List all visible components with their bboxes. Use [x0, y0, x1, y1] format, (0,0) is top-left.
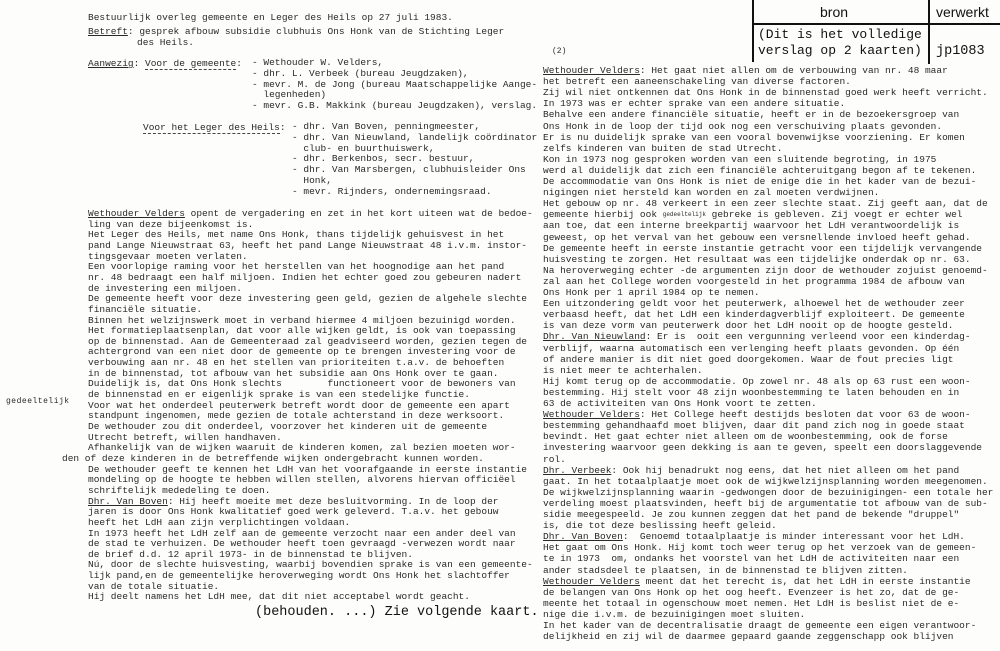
line-text: verblijf, waarna automatisch een verlenging heeft plaats gevonden. Op één — [543, 342, 960, 354]
line-text: standpunt ingenomen, mede gezien de totale achterstand in deze werksoort. — [88, 410, 505, 422]
line-text: jaren is door Ons Honk kwalitatief goed werk geleverd. T.a.v. het gebouw — [88, 506, 499, 518]
line-text: van de totale situatie. — [88, 580, 220, 592]
line-text: Het Leger des Heils, met name Ons Honk, thans tijdelijk gehuisvest in het — [88, 229, 505, 241]
text-line — [543, 187, 879, 198]
text-line — [543, 331, 971, 342]
text-line — [543, 198, 988, 209]
line-text: heeft het LdH aan zijn verplichtingen voldaan. — [88, 516, 351, 528]
line-text: : Genoemd totaalplaatje is minder interessant voor het LdH. — [622, 531, 965, 543]
line-text: werd al duidelijk dat zich een financiële achteruitgang begon af te tekenen. — [543, 164, 977, 176]
line-text: Ons Honk per 1 april 1984 op te nemen. — [543, 287, 760, 298]
text-line — [543, 98, 845, 109]
subject-label: Betreft — [88, 26, 128, 37]
line-text: De gemeente heeft voor deze investering geen geld, gezien de algehele slechte — [88, 293, 527, 305]
text-line — [543, 298, 965, 309]
text-line — [543, 154, 936, 165]
text-line — [543, 531, 965, 542]
line-text: gemeente hierbij ook — [543, 209, 663, 221]
line-text: : Er is ooit een vergunning verleend voor een kinderdag- — [645, 331, 971, 343]
text-line — [543, 553, 959, 564]
speaker-name: Wethouder Velders — [543, 65, 640, 76]
text-line — [88, 272, 521, 283]
text-line — [543, 520, 777, 531]
text-line — [88, 528, 516, 539]
text-line — [543, 309, 965, 320]
attendee-item: - mevr. Rijnders, ondernemingsraad. — [292, 185, 492, 197]
line-text: is niet meer te achterhalen. — [543, 364, 703, 376]
text-line — [543, 376, 971, 387]
label-separator: : — [279, 122, 286, 133]
line-text: nigingen niet hersteld kan worden en zal moeten verdwijnen. — [543, 187, 880, 199]
text-line — [543, 232, 971, 243]
line-text: : Het College heeft destijds besloten dat voor 63 de woon- — [639, 409, 971, 421]
line-text: Kon in 1973 nog gesproken worden van een sluitende begroting, in 1975 — [543, 153, 937, 165]
text-line — [88, 283, 242, 294]
line-text: gebreke is gebleven. Zij voegt er echter wel — [705, 209, 963, 221]
line-text: meente het totaal in ogenschouw moet nemen. Het LdH is beslist niet de e- — [543, 597, 960, 609]
label-separator: : — [133, 58, 146, 69]
document-title: Bestuurlijk overleg gemeente en Leger des Heils op 27 juli 1983. — [88, 12, 453, 23]
text-line — [543, 565, 908, 576]
subject-text-cont: des Heils. — [137, 37, 195, 48]
text-line — [543, 487, 993, 498]
text-line — [88, 517, 350, 528]
line-text: achtergrond van een niet door de gemeente op te brengen investering voor de — [88, 346, 516, 358]
text-line — [543, 631, 953, 642]
attendee-item: - dhr. Van Marsbergen, clubhuisleider Ons — [292, 164, 526, 176]
line-text: verbouwing aan nr. 48 en het stellen van prioriteiten t.a.v. de behoeften — [88, 357, 505, 369]
text-line — [543, 320, 953, 331]
stamp-divider — [752, 0, 754, 62]
stamp-processed-label: verwerkt — [936, 4, 989, 20]
text-line — [543, 398, 817, 409]
line-text: de investering een miljoen. — [88, 282, 242, 294]
subject-text: : gesprek afbouw subsidie clubhuis Ons Honk van de Stichting Leger — [127, 26, 505, 37]
text-line — [88, 410, 504, 421]
line-text: De wethouder zou dit onderdeel, voorzover het kinderen uit de gemeente — [88, 421, 488, 432]
text-line — [88, 496, 498, 507]
text-line — [543, 454, 566, 465]
text-line — [88, 293, 527, 304]
line-text: ander stadsdeel te plaatsen, in de binnenstad te blijven zitten. — [543, 564, 908, 576]
line-text: verdeling moest plaatsvinden, heeft bij de argumentatie tot afbouw van de sub- — [543, 497, 988, 509]
line-text: de belangen van Ons Honk op het oog heeft. Evenzeer is het zo, dat de ge- — [543, 586, 960, 598]
line-text: Afhankelijk van de wijken waaruit de kinderen komen, zal bezien moeten wor- — [88, 442, 516, 454]
line-text: zal aan het College worden voorgesteld in het programma 1984 de afbouw van — [543, 275, 965, 287]
line-text: In 1973 heeft het LdH zelf aan de gemeente verzocht naar een ander deel van — [88, 527, 516, 539]
text-line — [543, 132, 965, 143]
municipality-attendee-list — [252, 58, 537, 112]
salvation-army-heading — [143, 122, 286, 133]
line-text: De wethouder geeft te kennen het LdH van het voorafgaande in eerste instantie — [88, 463, 527, 475]
line-text: De gemeente heeft in eerste instantie getracht voor een tijdelijk vervangende — [543, 242, 982, 254]
text-line — [88, 346, 516, 357]
text-line — [543, 498, 988, 509]
text-line — [88, 421, 487, 432]
text-line — [88, 208, 533, 219]
text-line — [88, 336, 527, 347]
speaker-name: Wethouder Velders — [88, 208, 185, 219]
line-text: Hij deelt namens het LdH mee, dat dit niet acceptabel wordt geacht. — [88, 591, 470, 603]
text-line — [88, 389, 470, 400]
text-line — [543, 143, 782, 154]
text-line — [88, 506, 498, 517]
line-text: aan toe, dat een interne breekpartij waarvoor het LdH verantwoordelijk is — [543, 220, 960, 232]
text-line — [543, 243, 982, 254]
line-text: sidie meegespeeld. Je zou kunnen zeggen dat het pand de bekende "druppel" — [543, 509, 960, 520]
line-text: op de binnenstad. Aan de Gemeenteraad zal geadviseerd worden, gezien tegen de — [88, 335, 527, 347]
text-line — [88, 485, 270, 496]
line-text: de stad te verhuizen. De wethouder heeft toen gevraagd -verwezen wordt naar — [88, 538, 516, 550]
line-text: tingsgevaar moeten verlaten. — [88, 250, 248, 262]
salvation-army-attendee-list — [292, 122, 537, 198]
stamp-divider — [752, 23, 1000, 25]
attendee-item: - Wethouder W. Velders, — [252, 57, 384, 68]
line-text: Binnen het welzijnswerk moet in verband hiermee 4 miljoen bezuinigd worden. — [88, 314, 516, 326]
text-line — [88, 464, 527, 475]
text-line — [543, 509, 959, 520]
page-marker: (2) — [552, 47, 567, 56]
text-line — [543, 176, 976, 187]
speaker-name: Dhr. Van Nieuwland — [543, 331, 646, 343]
text-line — [88, 315, 516, 326]
text-line — [543, 598, 959, 609]
line-text: bevindt. Het gaat echter niet alleen om de woonbestemming, ook de forse — [543, 431, 948, 443]
speaker-name: Dhr. Verbeek — [543, 464, 612, 476]
text-line — [543, 76, 851, 87]
line-text: Utrecht betreft, willen handhaven. — [88, 431, 282, 443]
text-line — [88, 581, 219, 592]
text-line — [88, 304, 202, 315]
stamp-divider — [928, 0, 930, 64]
line-text: den of deze kinderen in de betreffende wijken ondergebracht kunnen worden. — [62, 452, 484, 464]
line-text: investering waarvoor geen dekking is aan te geven, speelt een doorslaggevende — [543, 442, 982, 454]
attendee-item: legenheden) — [252, 89, 327, 101]
line-text: In 1973 was er echter sprake van een andere situatie. — [543, 98, 846, 110]
municipality-label: Voor de gemeente — [145, 58, 237, 69]
text-line — [543, 343, 959, 354]
line-text: 63 de activiteiten van Ons Honk voort te zetten. — [543, 398, 817, 409]
line-text: Behalve een andere financiële situatie, heeft er in de bezoekersgroep van — [543, 109, 960, 121]
attendee-item: club- en buurthuiswerk, — [292, 142, 435, 154]
attendee-item: - mevr. M. de Jong (bureau Maatschappelijke Aange- — [252, 78, 538, 90]
line-text: nige die i.v.m. de bezuinigingen moet sluiten. — [543, 608, 806, 620]
line-text: Na heroverweging echter -de argumenten zijn door de wethouder zojuist genoemd- — [543, 264, 988, 276]
attendee-item: - dhr. Berkenbos, secr. bestuur, — [292, 153, 475, 165]
text-line — [543, 576, 971, 587]
line-text: Duidelijk is, dat Ons Honk slechts functioneert voor de bewoners van — [88, 378, 516, 390]
line-text: : Hij heeft moeite met deze besluitvorming. In de loop der — [167, 495, 499, 507]
line-text: In het kader van de decentralisatie draagt de gemeente een eigen verantwoor- — [543, 620, 977, 631]
line-text: bestemming. Hij stelt voor 48 zijn woonbestemming te laten behouden en in — [543, 386, 960, 398]
text-line — [88, 261, 504, 272]
line-text: zelfs kinderen van buiten de stad Utrecht. — [543, 142, 783, 154]
text-line — [88, 474, 516, 485]
text-line — [88, 591, 470, 602]
speaker-name: Wethouder Velders — [543, 409, 640, 421]
text-line — [543, 87, 988, 98]
text-line — [88, 325, 516, 336]
text-line — [88, 432, 282, 443]
text-line — [543, 465, 959, 476]
text-line — [543, 431, 948, 442]
line-text: Ons Honk in de loop der tijd ook nog een verschuiving plaats gevonden. — [543, 120, 943, 132]
attendees-line — [88, 58, 242, 69]
text-line — [543, 254, 971, 265]
line-text: : Het gaat niet allen om de verbouwing van nr. 48 maar — [639, 65, 948, 76]
text-line — [543, 387, 959, 398]
continuation-note: (behouden. ...) Zie volgende kaart. — [255, 605, 539, 620]
text-line — [88, 357, 504, 368]
line-text: Het gaat om Ons Honk. Hij komt toch weer terug op het verzoek van de gemeen- — [543, 542, 977, 554]
text-line — [543, 209, 963, 220]
line-text: Een voorlopige raming voor het herstellen van het hoognodige aan het pand — [88, 261, 505, 273]
text-line — [543, 587, 959, 598]
line-text: nr. 48 bedraagt een half miljoen. Indien het echter goed zou gebeuren nadert — [88, 271, 522, 283]
line-text: Zij wil niet ontkennen dat Ons Honk in de binnenstad goed werk heeft verricht. — [543, 87, 988, 99]
line-text: is van deze vorm van peuterwerk door het LdH nooit op de hoogte gesteld. — [543, 320, 954, 332]
line-text: meent dat het terecht is, dat het LdH in eerste instantie — [639, 575, 971, 587]
text-line — [543, 354, 953, 365]
speaker-name: Dhr. Van Boven — [88, 495, 168, 507]
line-text: of andere manier is dit niet goed doorgekomen. Waar de fout precies ligt — [543, 353, 954, 365]
speaker-name: Wethouder Velders — [543, 575, 640, 587]
attendees-label: Aanwezig — [88, 58, 134, 69]
text-line — [88, 538, 516, 549]
text-line — [88, 219, 253, 230]
stamp-processed-code: jp1083 — [936, 44, 985, 59]
text-line — [543, 409, 971, 420]
line-text: mondeling op de hoogte te hebben willen stellen, alvorens hiervan officiëel — [88, 474, 516, 486]
line-text: in de binnenstad, tot afbouw van het subsidie aan Ons Honk over te gaan. — [88, 367, 499, 379]
speaker-name: Dhr. Van Boven — [543, 531, 623, 543]
line-text: schriftelijk mededeling te doen. — [88, 484, 271, 496]
stamp-source-line: verslag op 2 kaarten) — [758, 43, 922, 58]
text-line — [88, 570, 510, 581]
text-line — [543, 165, 976, 176]
line-text: De accommodatie van Ons Honk is niet de enige die in het kader van de bezui- — [543, 176, 977, 187]
text-line — [543, 287, 760, 298]
line-text: ling van deze bijeenkomst is. — [88, 218, 254, 230]
text-line — [543, 476, 988, 487]
line-text: rol. — [543, 453, 566, 465]
label-separator: : — [236, 58, 242, 69]
attendee-item: - dhr. Van Boven, penningmeester, — [292, 121, 481, 132]
stamp-source-line: (Dit is het volledige — [758, 27, 922, 42]
text-line — [88, 378, 516, 389]
line-text: Het gebouw op nr. 48 verkeert in een zeer slechte staat. Zij geeft aan, dat de — [543, 198, 988, 210]
line-text: geweest, op het verval van het gebouw een versnellende invloed heeft gehad. — [543, 231, 971, 243]
line-text: pand Lange Nieuwstraat 63, heeft het pand Lange Nieuwstraat 48 i.v.m. instor- — [88, 239, 527, 251]
text-line — [543, 65, 948, 76]
line-text: bestemming gehandhaafd moet blijven, daar dit pand zich nog in goede staat — [543, 420, 965, 432]
text-line — [543, 442, 982, 453]
line-text: Nú, door de slechte huisvesting, waarbij bovendien sprake is van een gemeente- — [88, 559, 533, 571]
line-text: de brief d.d. 12 april 1973- in de binnenstad te blijven. — [88, 548, 413, 560]
line-text: : Ook hij benadrukt nog eens, dat het niet alleen om het pand — [611, 464, 960, 476]
line-text: Voor wat het onderdeel peuterwerk betreft wordt door de gemeente een apart — [88, 399, 510, 411]
text-line — [543, 620, 976, 631]
line-text: De wijkwelzijnsplanning waarin -gedwongen door de bezuinigingen- een totale her — [543, 486, 994, 498]
line-text: het betreft een aaneenschakeling van diverse factoren. — [543, 76, 851, 88]
line-text: Hij komt terug op de accommodatie. Op zowel nr. 48 als op 63 rust een woon- — [543, 375, 971, 387]
text-line — [543, 542, 976, 553]
line-text: Het formatieplaatsenplan, dat voor alle wijken geldt, is ook van toepassing — [88, 325, 516, 337]
line-text: opent de vergadering en zet in het kort uiteen wat de bedoe- — [184, 208, 533, 219]
line-text: huisvesting te zorgen. Het resultaat was een tijdelijke onderdak op nr. 63. — [543, 253, 971, 265]
line-text: is, die tot deze beslissing heeft geleid. — [543, 520, 777, 532]
line-text: de binnenstad en er eigenlijk sprake is van een stedelijke functie. — [88, 389, 470, 401]
text-line — [62, 453, 484, 464]
text-line — [88, 229, 504, 240]
text-line — [88, 559, 533, 570]
text-line — [88, 240, 527, 251]
line-text: gaat. In het totaalplaatje moet ook de wijkwelzijnsplanning worden meegenomen. — [543, 475, 988, 487]
text-line — [543, 265, 988, 276]
line-text: lijk pand,en de gemeentelijke heroverweging wordt Ons Honk het slachtoffer — [88, 570, 510, 582]
line-text: Een uitzondering geldt voor het peuterwerk, alhoewel het de wethouder zeer — [543, 298, 965, 310]
salvation-army-label: Voor het Leger des Heils — [143, 122, 280, 133]
text-line — [543, 365, 703, 376]
text-line — [543, 276, 965, 287]
line-text: financiële situatie. — [88, 303, 203, 315]
text-line — [88, 251, 248, 262]
line-text: te in 1973 om, ondanks het voorstel van het LdH de activiteiten naar een — [543, 553, 960, 565]
text-line — [88, 549, 413, 560]
text-line — [543, 121, 942, 132]
text-line — [543, 420, 965, 431]
line-text: delijkheid en zij wil de daarmee gepaard gaande zeggenschapp ook blijven — [543, 631, 954, 643]
text-line — [88, 368, 498, 379]
subject-line — [88, 26, 504, 37]
text-line — [543, 609, 805, 620]
text-line — [88, 400, 510, 411]
attendee-item: - dhr. L. Verbeek (bureau Jeugdzaken), — [252, 67, 469, 79]
attendee-item: - dhr. Van Nieuwland, landelijk coördinator — [292, 131, 538, 143]
attendee-item: - mevr. G.B. Makkink (bureau Jeugdzaken), verslag. — [252, 100, 538, 112]
inserted-note: gedeeltelijk — [662, 211, 706, 219]
text-line — [543, 220, 959, 231]
text-line — [543, 109, 959, 120]
margin-note: gedeeltelijk — [6, 397, 70, 406]
attendee-item: Honk, — [292, 174, 332, 186]
text-line — [88, 442, 516, 453]
stamp-source-label: bron — [820, 4, 849, 20]
line-text: Er is nu duidelijk sprake van een vooral bovenwijkse voorziening. Er komen — [543, 131, 965, 143]
stamp-source-text — [758, 27, 922, 59]
line-text: verbaasd heeft, dat het LdH een kinderdagverblijf exploiteert. De gemeente — [543, 309, 965, 321]
